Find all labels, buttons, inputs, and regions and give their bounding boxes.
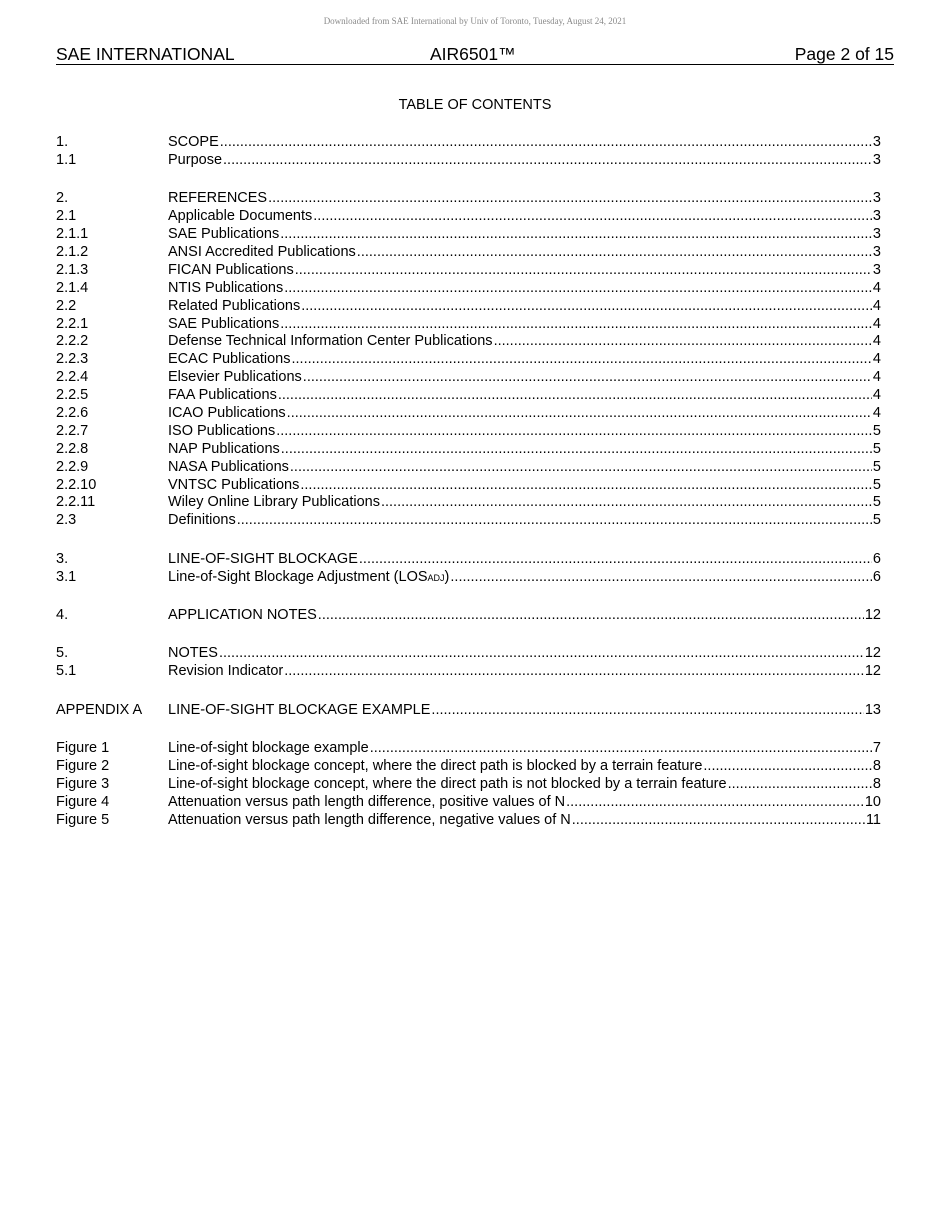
toc-entry-figure-5: [56, 812, 881, 830]
toc-entry-nap-publications: [56, 441, 881, 459]
toc-entry-title: LINE-OF-SIGHT BLOCKAGE EXAMPLE: [168, 701, 431, 718]
toc-entry-number: 2.2.2: [56, 333, 89, 350]
toc-entry-page: 3: [872, 208, 881, 225]
toc-entry-page: 8: [872, 757, 881, 774]
table-of-contents: [56, 134, 881, 830]
toc-entry-title: Purpose: [168, 151, 223, 168]
header-document-id: AIR6501™: [430, 44, 516, 64]
toc-entry-title: LINE-OF-SIGHT BLOCKAGE: [168, 550, 358, 567]
toc-dot-leader: [381, 494, 872, 512]
toc-dot-leader: [276, 423, 872, 441]
toc-entry-page: 3: [872, 151, 881, 168]
toc-entry-number: Figure 5: [56, 811, 110, 828]
toc-dot-leader: [303, 369, 872, 387]
toc-entry-title: Defense Technical Information Center Publications: [168, 333, 493, 350]
toc-dot-leader: [223, 152, 872, 170]
toc-dot-leader: [566, 794, 864, 812]
toc-entry-title: VNTSC Publications: [168, 476, 300, 493]
toc-dot-leader: [301, 298, 872, 316]
toc-dot-leader: [728, 776, 872, 794]
toc-entry-title: NOTES: [168, 645, 218, 662]
toc-entry-number: 3.1: [56, 568, 77, 585]
toc-entry-number: 2.1.3: [56, 261, 89, 278]
toc-entry-page: 4: [872, 404, 881, 421]
toc-entry-page: 5: [872, 422, 881, 439]
toc-entry-title: Attenuation versus path length difference, negative values of N: [168, 811, 571, 828]
toc-dot-leader: [284, 280, 872, 298]
toc-entry-title: [168, 569, 449, 588]
toc-entry-page: 3: [872, 243, 881, 260]
toc-entry-notes: [56, 645, 881, 663]
toc-entry-sae-publications-related: [56, 316, 881, 334]
toc-dot-leader: [287, 405, 872, 423]
toc-entry-number: 2.2: [56, 297, 77, 314]
toc-entry-title: FAA Publications: [168, 387, 277, 404]
toc-entry-los-blockage-adjustment: [56, 569, 881, 587]
toc-entry-number: 2.1.2: [56, 243, 89, 260]
toc-entry-title-subscript: ADJ: [427, 572, 445, 583]
toc-entry-page: 4: [872, 387, 881, 404]
toc-dot-leader: [280, 226, 872, 244]
toc-dot-leader: [278, 387, 872, 405]
toc-entry-related-publications: [56, 298, 881, 316]
toc-entry-number: 1.1: [56, 151, 77, 168]
toc-dot-leader: [295, 262, 872, 280]
toc-dot-leader: [318, 607, 864, 625]
toc-dot-leader: [357, 244, 872, 262]
toc-entry-application-notes: [56, 607, 881, 625]
toc-entry-fican-publications: [56, 262, 881, 280]
toc-entry-number: Figure 4: [56, 793, 110, 810]
toc-entry-title: Line-of-sight blockage concept, where the direct path is blocked by a terrain feature: [168, 757, 703, 774]
toc-entry-number: 2.2.11: [56, 494, 96, 511]
toc-dot-leader: [220, 134, 872, 152]
toc-entry-page: 4: [872, 369, 881, 386]
toc-dot-leader: [431, 702, 863, 720]
toc-entry-page: 4: [872, 315, 881, 332]
toc-entry-number: 1.: [56, 134, 69, 150]
toc-entry-page: 6: [872, 550, 881, 567]
toc-dot-leader: [313, 208, 872, 226]
toc-dot-leader: [300, 477, 872, 495]
toc-entry-title: SCOPE: [168, 134, 219, 150]
toc-dot-leader: [219, 645, 864, 663]
toc-entry-ansi-publications: [56, 244, 881, 262]
toc-entry-title: NASA Publications: [168, 458, 289, 475]
toc-entry-references: [56, 190, 881, 208]
toc-entry-page: 4: [872, 279, 881, 296]
toc-entry-title: Definitions: [168, 512, 236, 529]
toc-entry-page: 3: [872, 134, 881, 150]
toc-entry-page: 3: [872, 226, 881, 243]
toc-entry-purpose: [56, 152, 881, 170]
header-page-number: Page 2 of 15: [794, 44, 894, 64]
toc-entry-page: 6: [872, 568, 881, 585]
toc-entry-page: 4: [872, 297, 881, 314]
toc-dot-leader: [572, 812, 865, 830]
toc-entry-wiley-publications: [56, 494, 881, 512]
toc-entry-page: 7: [872, 740, 881, 757]
toc-entry-page: 11: [865, 811, 881, 828]
toc-entry-number: 2.2.10: [56, 476, 97, 493]
toc-entry-page: 5: [872, 512, 881, 529]
toc-entry-number: 5.1: [56, 663, 77, 680]
toc-dot-leader: [450, 569, 872, 587]
toc-entry-faa-publications: [56, 387, 881, 405]
toc-entry-title: FICAN Publications: [168, 261, 294, 278]
header-organization: SAE INTERNATIONAL: [56, 44, 235, 64]
toc-entry-number: 2.3: [56, 512, 77, 529]
toc-entry-number: 3.: [56, 550, 69, 567]
toc-entry-number: 2.2.6: [56, 404, 89, 421]
toc-entry-applicable-documents: [56, 208, 881, 226]
toc-entry-title: Line-of-sight blockage example: [168, 740, 369, 757]
toc-entry-page: 10: [864, 793, 881, 810]
toc-entry-title: Wiley Online Library Publications: [168, 494, 380, 511]
toc-entry-title-main: Line-of-Sight Blockage Adjustment (LOS: [168, 568, 428, 585]
toc-entry-page: 3: [872, 261, 881, 278]
toc-entry-title: Related Publications: [168, 297, 301, 314]
toc-entry-page: 8: [872, 775, 881, 792]
toc-entry-figure-2: [56, 758, 881, 776]
toc-entry-title: SAE Publications: [168, 226, 280, 243]
toc-entry-ecac-publications: [56, 351, 881, 369]
toc-entry-revision-indicator: [56, 663, 881, 681]
toc-entry-title: ISO Publications: [168, 422, 276, 439]
toc-entry-page: 5: [872, 494, 881, 511]
toc-entry-number: 4.: [56, 606, 69, 623]
toc-entry-number: 5.: [56, 645, 69, 662]
toc-entry-page: 4: [872, 333, 881, 350]
toc-entry-title: ECAC Publications: [168, 351, 291, 368]
toc-entry-number: Figure 2: [56, 757, 110, 774]
toc-entry-number: 2.2.3: [56, 351, 89, 368]
toc-dot-leader: [494, 333, 872, 351]
toc-entry-scope: [56, 134, 881, 152]
toc-dot-leader: [280, 316, 872, 334]
toc-entry-appendix-a: [56, 702, 881, 720]
toc-dot-leader: [290, 459, 872, 477]
toc-entry-ntis-publications: [56, 280, 881, 298]
toc-entry-figure-1: [56, 740, 881, 758]
toc-dot-leader: [268, 190, 872, 208]
toc-entry-nasa-publications: [56, 459, 881, 477]
toc-dot-leader: [370, 740, 872, 758]
toc-entry-title: Line-of-sight blockage concept, where the direct path is not blocked by a terrain feature: [168, 775, 727, 792]
toc-entry-number: 2.2.8: [56, 440, 89, 457]
toc-entry-elsevier-publications: [56, 369, 881, 387]
toc-entry-number: 2.1.1: [56, 226, 89, 243]
toc-dot-leader: [703, 758, 872, 776]
toc-entry-title: NAP Publications: [168, 440, 280, 457]
toc-entry-number: 2.2.9: [56, 458, 89, 475]
toc-entry-title-end: ): [444, 568, 450, 585]
toc-entry-title: Elsevier Publications: [168, 369, 302, 386]
toc-entry-page: 5: [872, 476, 881, 493]
toc-dot-leader: [281, 441, 872, 459]
toc-entry-page: 12: [864, 663, 881, 680]
toc-entry-number: 2.2.1: [56, 315, 89, 332]
toc-entry-number: 2.2.4: [56, 369, 89, 386]
toc-entry-definitions: [56, 512, 881, 530]
toc-entry-number: 2.: [56, 190, 69, 207]
toc-entry-number: Figure 3: [56, 775, 110, 792]
toc-entry-dtic-publications: [56, 333, 881, 351]
toc-entry-number: 2.2.7: [56, 422, 89, 439]
toc-entry-title: NTIS Publications: [168, 279, 284, 296]
toc-dot-leader: [292, 351, 872, 369]
toc-entry-icao-publications: [56, 405, 881, 423]
toc-entry-page: 5: [872, 440, 881, 457]
toc-entry-title: Applicable Documents: [168, 208, 313, 225]
toc-entry-number: APPENDIX A: [56, 701, 143, 718]
toc-title: TABLE OF CONTENTS: [398, 97, 552, 113]
toc-entry-figure-4: [56, 794, 881, 812]
toc-entry-figure-3: [56, 776, 881, 794]
toc-entry-title: Revision Indicator: [168, 663, 284, 680]
toc-entry-page: 5: [872, 458, 881, 475]
toc-entry-number: 2.2.5: [56, 387, 89, 404]
toc-entry-title: SAE Publications: [168, 315, 280, 332]
toc-entry-page: 3: [872, 190, 881, 207]
page-header: [56, 44, 894, 65]
toc-dot-leader: [284, 663, 864, 681]
toc-entry-line-of-sight-blockage: [56, 551, 881, 569]
toc-entry-sae-publications: [56, 226, 881, 244]
toc-entry-page: 12: [864, 606, 881, 623]
toc-entry-title: ICAO Publications: [168, 404, 286, 421]
toc-entry-number: 2.1.4: [56, 279, 89, 296]
toc-entry-title: REFERENCES: [168, 190, 268, 207]
toc-entry-number: 2.1: [56, 208, 77, 225]
download-watermark: Downloaded from SAE International by Univ of Toronto, Tuesday, August 24, 2021: [323, 16, 627, 26]
toc-entry-number: Figure 1: [56, 740, 110, 757]
toc-entry-page: 13: [864, 701, 881, 718]
toc-dot-leader: [359, 551, 872, 569]
toc-entry-title: Attenuation versus path length difference, positive values of N: [168, 793, 566, 810]
toc-entry-title: ANSI Accredited Publications: [168, 243, 356, 260]
toc-entry-vntsc-publications: [56, 477, 881, 495]
toc-entry-title: APPLICATION NOTES: [168, 606, 317, 623]
toc-entry-iso-publications: [56, 423, 881, 441]
toc-entry-page: 4: [872, 351, 881, 368]
toc-dot-leader: [237, 512, 872, 530]
toc-entry-page: 12: [864, 645, 881, 662]
